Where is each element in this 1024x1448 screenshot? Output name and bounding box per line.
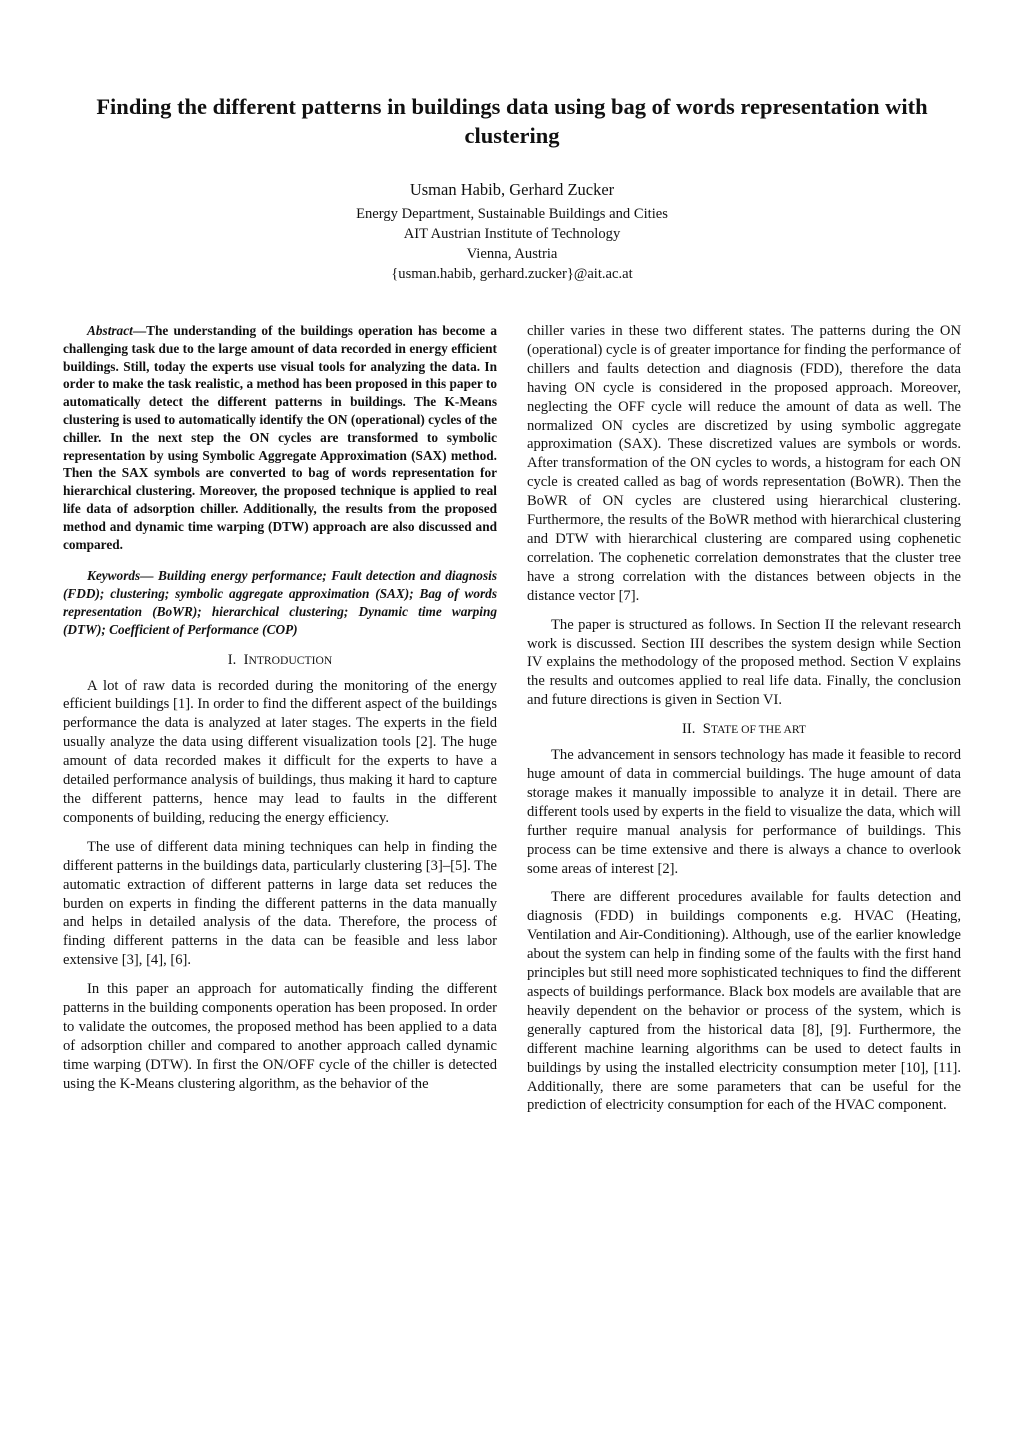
- keywords-text: Building energy performance; Fault detection and diagnosis (FDD); clustering; symbolic aggregate approximation (SAX); Bag of words representation (BoWR); hierarchical clustering; Dynamic time warping (DTW); Coefficient of Performance (COP): [63, 568, 497, 637]
- state-of-art-paragraph-1: The advancement in sensors technology has made it feasible to record huge amount of data in commercial buildings. The huge amount of data storage makes it manually impossible to analyze it in detail. There are different tools used by experts in the field to visualize the data, which will further require manual analysis for performance of buildings. This process can be time extensive and there is always a chance to overlook some areas of interest [2].: [527, 747, 961, 877]
- author-affiliation: [160, 204, 864, 284]
- intro-paragraph-2: The use of different data mining techniques can help in finding the different patterns in the buildings data, particularly clustering [3]–[5]. The automatic extraction of different patterns in large data set reduces the burden on experts in finding the different patterns in the data manually and helps in detailed analysis of the data. Therefore, the process of finding different patterns in the data can be feasible and less labor extensive [3], [4], [6].: [63, 838, 497, 969]
- intro-paragraph-3-continued: chiller varies in these two different states. The patterns during the ON (operational) cycle is of greater importance for finding the performance of chillers and faults detection and diagnosis (FDD), therefore the data having ON cycle is considered in the proposed approach. Moreover, neglecting the OFF cycle will reduce the amount of data as well. The normalized ON cycles are discretized by using symbolic aggregate approximation (SAX). These discretized values are symbols or words. After transformation of the ON cycles to words, a histogram for each ON cycle is created called as bag of words representation (BoWR). Then the BoWR of ON cycles are clustered using hierarchical clustering. Furthermore, the results of the BoWR method with hierarchical clustering and DTW with hierarchical clustering are compared using cophenetic correlation. The cophenetic correlation demonstrates that the cluster tree have a strong correlation with the distances between objects in the distance vector [7].: [527, 323, 961, 604]
- section-heading-introduction: I. INTRODUCTION: [227, 651, 333, 668]
- state-of-art-paragraph-2: There are different procedures available for faults detection and diagnosis (FDD) in buildings components e.g. HVAC (Heating, Ventilation and Air-Conditioning). Although, use of the earlier knowledge about the system can help in finding some of the faults with the first hand principles but still need more sophisticated techniques to find the different aspects of buildings performance. Black box models are available that are heavily dependent on the behavior or process of the system, which is generally captured from the historical data [8], [9]. Furthermore, the different machine learning algorithms can be used to detect faults in buildings by using the installed electricity consumption meter [10], [11]. Additionally, there are some parameters that can be useful for the prediction of electricity consumption for each of the HVAC component.: [527, 889, 961, 1114]
- abstract-dash: —: [132, 323, 147, 338]
- left-column: [63, 322, 497, 1104]
- affiliation-institute: AIT Austrian Institute of Technology: [403, 226, 621, 242]
- section-heading-state-of-the-art: II. STATE OF THE ART: [682, 721, 806, 738]
- affiliation-location: Vienna, Austria: [466, 246, 558, 262]
- author-names: Usman Habib, Gerhard Zucker: [409, 180, 615, 199]
- abstract: [63, 322, 497, 553]
- affiliation-department: Energy Department, Sustainable Buildings and Cities: [356, 206, 668, 222]
- intro-paragraph-1: A lot of raw data is recorded during the monitoring of the energy efficient buildings [1]. In order to find the different aspect of the buildings performance the data is analyzed at later stages. The experts in the field usually analyze the data using different visualization tools [2]. The huge amount of data recorded makes it difficult for the experts to have a detailed performance analysis of buildings, thus making it hard to capture the different patterns, hence may lead to faults in the different components of building, reducing the energy efficiency.: [63, 677, 497, 826]
- right-column: [527, 322, 961, 1125]
- abstract-label: Abstract: [87, 323, 133, 338]
- keywords-label: Keywords—: [87, 568, 154, 584]
- abstract-text: The understanding of the buildings operation has become a challenging task due to the large amount of data recorded in energy efficient buildings. Still, today the experts use visual tools for analyzing the data. In order to make the task realistic, a method has been proposed in this paper to automatically detect the different patterns in buildings. The K-Means clustering is used to automatically identify the ON (operational) cycles of the chiller. In the next step the ON cycles are transformed to symbolic representation by using Symbolic Aggregate Approximation (SAX) method. Then the SAX symbols are converted to bag of words representation for hierarchical clustering. Moreover, the proposed technique is applied to real life data of adsorption chiller. Additionally, the results from the proposed method and dynamic time warping (DTW) approach are also discussed and compared.: [63, 323, 497, 552]
- keywords: [63, 567, 497, 638]
- affiliation-email: {usman.habib, gerhard.zucker}@ait.ac.at: [391, 266, 633, 282]
- paper-structure-paragraph: The paper is structured as follows. In Section II the relevant research work is discussed. Section III describes the system design while Section IV explains the methodology of the proposed method. Section V explains the results and outcomes applied to real life data. Finally, the conclusion and future directions is given in Section VI.: [527, 616, 961, 709]
- paper-title: Finding the different patterns in buildings data using bag of words representation with clustering: [96, 94, 928, 148]
- intro-paragraph-3: In this paper an approach for automatically finding the different patterns in the building components operation has been proposed. In order to validate the outcomes, the proposed method has been applied to a data of adsorption chiller and compared to another approach called dynamic time warping (DTW). In first the ON/OFF cycle of the chiller is detected using the K-Means clustering algorithm, as the behavior of the: [63, 981, 497, 1092]
